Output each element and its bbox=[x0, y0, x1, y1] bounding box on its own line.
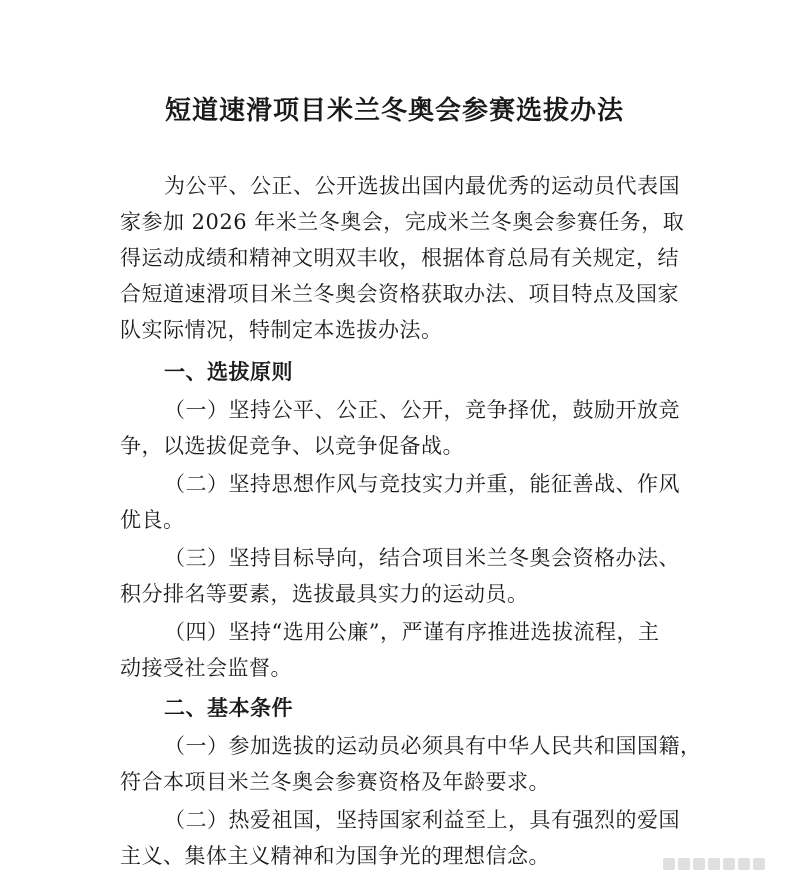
paragraph-line: 争，以选拔促竞争、以竞争促备战。 bbox=[120, 434, 464, 458]
paragraph-line: （一）参加选拔的运动员必须具有中华人民共和国国籍， bbox=[164, 734, 702, 758]
paragraph-line: 为公平、公正、公开选拔出国内最优秀的运动员代表国 bbox=[164, 174, 680, 198]
paragraph-line: 积分排名等要素，选拔最具实力的运动员。 bbox=[120, 582, 529, 606]
watermark-block-icon bbox=[738, 858, 750, 870]
paragraph-line: （二）坚持思想作风与竞技实力并重，能征善战、作风 bbox=[164, 472, 680, 496]
paragraph-line: 主义、集体主义精神和为国争光的理想信念。 bbox=[120, 844, 550, 868]
watermark-block-icon bbox=[723, 858, 735, 870]
paragraph-line: 得运动成绩和精神文明双丰收，根据体育总局有关规定，结 bbox=[120, 246, 679, 270]
section-heading: 二、基本条件 bbox=[164, 696, 293, 720]
paragraph-line: （一）坚持公平、公正、公开，竞争择优，鼓励开放竞 bbox=[164, 398, 680, 422]
paragraph-line: 优良。 bbox=[120, 508, 185, 532]
document-title: 短道速滑项目米兰冬奥会参赛选拔办法 bbox=[164, 96, 624, 126]
paragraph-line: 动接受社会监督。 bbox=[120, 656, 292, 680]
paragraph-line: （二）热爱祖国，坚持国家利益至上，具有强烈的爱国 bbox=[164, 808, 680, 832]
watermark-block-icon bbox=[678, 858, 690, 870]
watermark-block-icon bbox=[753, 858, 765, 870]
watermark-block-icon bbox=[663, 858, 675, 870]
section-heading: 一、选拔原则 bbox=[164, 360, 293, 384]
paragraph-line: 队实际情况，特制定本选拔办法。 bbox=[120, 318, 443, 342]
watermark-block-icon bbox=[693, 858, 705, 870]
paragraph-line: （三）坚持目标导向，结合项目米兰冬奥会资格办法、 bbox=[164, 546, 680, 570]
watermark-icon bbox=[663, 856, 779, 872]
watermark-block-icon bbox=[708, 858, 720, 870]
paragraph-line: 家参加 2026 年米兰冬奥会，完成米兰冬奥会参赛任务，取 bbox=[120, 210, 685, 234]
paragraph-line: 符合本项目米兰冬奥会参赛资格及年龄要求。 bbox=[120, 770, 550, 794]
paragraph-line: （四）坚持“选用公廉”，严谨有序推进选拔流程，主 bbox=[164, 620, 660, 644]
paragraph-line: 合短道速滑项目米兰冬奥会资格获取办法、项目特点及国家 bbox=[120, 282, 679, 306]
